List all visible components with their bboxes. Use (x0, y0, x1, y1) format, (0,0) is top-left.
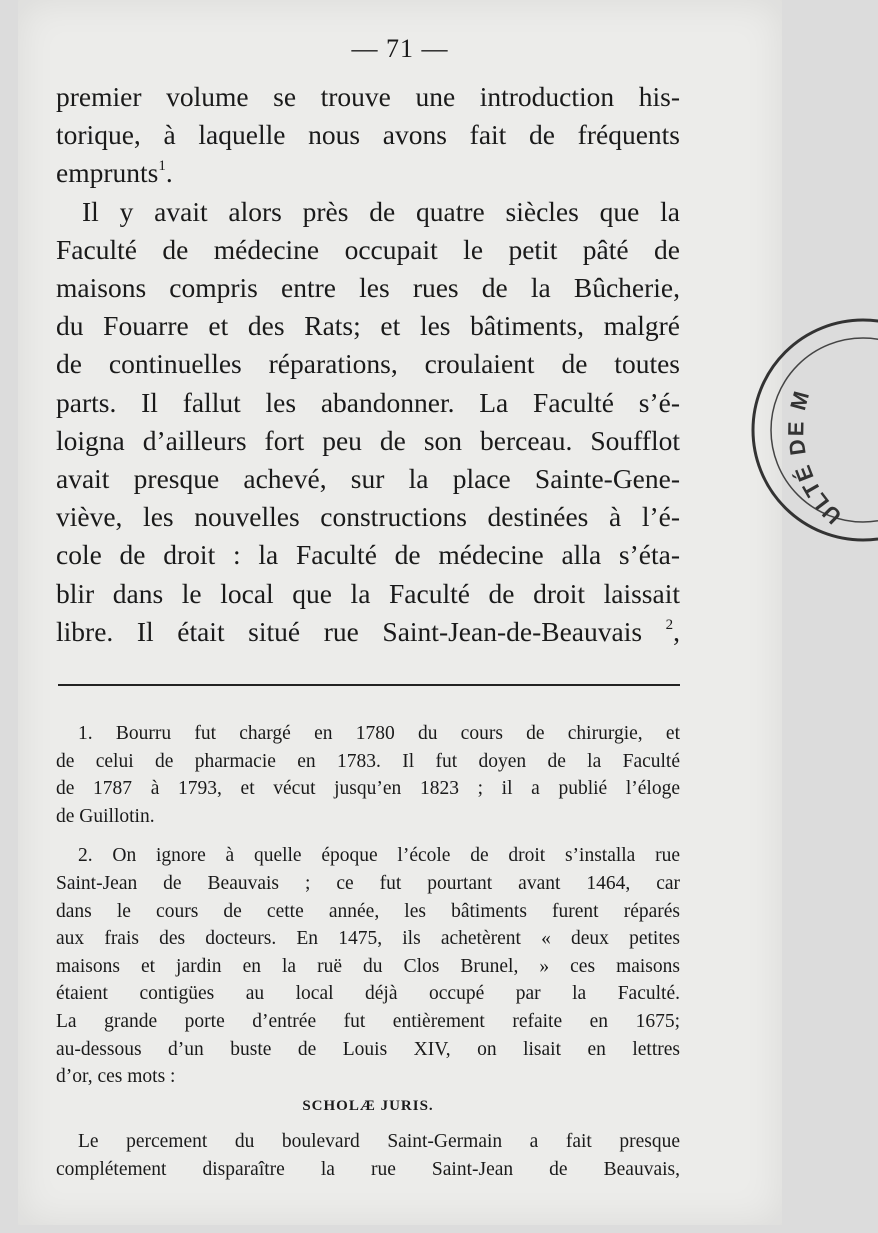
footnote-ref[interactable]: 2 (665, 616, 674, 633)
footnote-ref[interactable]: 1 (158, 158, 166, 175)
footnote-2-line: dans le cours de cette année, les bâtiments furent réparés (56, 900, 680, 922)
text-line: torique, à laquelle nous avons fait de fréquents (56, 119, 680, 151)
text-line: premier volume se trouve une introduction his- (56, 81, 680, 112)
footnote-2-line: La grande porte d’entrée fut entièrement refaite en 1675; (56, 1010, 680, 1032)
text-line: maisons compris entre les rues de la Bûcherie, (56, 272, 680, 304)
library-stamp (738, 310, 878, 550)
footnote-2-line: 2. On ignore à quelle époque l’école de droit s’installa rue (78, 845, 680, 867)
text-line: libre. Il était situé rue Saint-Jean-de-Beauvais $^2$, (56, 615, 681, 647)
footnote-1-line: de Guillotin. (56, 805, 155, 827)
footnote-2-line: aux frais des docteurs. En 1475, ils achetèrent « deux petites (56, 928, 680, 950)
svg-text:ULTÉ DE M (783, 387, 846, 529)
footnote-1-line: de 1787 à 1793, et vécut jusqu’en 1823 ; il a publié l’éloge (56, 778, 680, 800)
footnote-2-line: étaient contigües au local déjà occupé par la Faculté. (56, 983, 680, 1005)
footnote-1-line: 1. Bourru fut chargé en 1780 du cours de chirurgie, et (78, 723, 680, 744)
footnote-2-line: Saint-Jean de Beauvais ; ce fut pourtant avant 1464, car (56, 872, 680, 894)
text-line: Faculté de médecine occupait le petit pâté de (56, 233, 680, 265)
footnote-2-line: maisons et jardin en la ruë du Clos Brunel, » ces maisons (56, 955, 680, 977)
footnote-2-line: d’or, ces mots : (56, 1066, 176, 1088)
text-line: viève, les nouvelles constructions destinées à l’é- (56, 501, 680, 533)
page-number: — 71 — (351, 34, 449, 63)
footnotes (56, 720, 680, 1184)
footnote-1-line: de celui de pharmacie en 1783. Il fut doyen de la Faculté (56, 750, 680, 772)
footnote-2-line: au-dessous d’un buste de Louis XIV, on lisait en lettres (56, 1038, 680, 1060)
text-line: de continuelles réparations, croulaient de toutes (56, 348, 680, 380)
text-line: du Fouarre et des Rats; et les bâtiments, malgré (56, 310, 680, 342)
footnote-rule (58, 684, 680, 686)
text-line: cole de droit : la Faculté de médecine alla s’éta- (56, 539, 680, 571)
footnote-2-line: Le percement du boulevard Saint-Germain a fait presque (78, 1131, 680, 1153)
text-line: avait presque achevé, sur la place Sainte-Gene- (56, 463, 680, 495)
stamp-text: ULTÉ DE M (783, 386, 847, 530)
text-line: blir dans le local que la Faculté de droit laissait (56, 577, 680, 609)
main-text (56, 78, 680, 651)
text-line: emprunts$^1$. (56, 157, 173, 189)
text-line: loigna d’ailleurs fort peu de son berceau. Soufflot (56, 424, 680, 456)
footnote-2-line: complétement disparaître la rue Saint-Jean de Beauvais, (56, 1158, 680, 1180)
text-line: Il y avait alors près de quatre siècles que la (82, 195, 680, 227)
text-line: parts. Il fallut les abandonner. La Faculté s’é- (56, 386, 680, 418)
inscription: SCHOLÆ JURIS. (302, 1097, 434, 1114)
